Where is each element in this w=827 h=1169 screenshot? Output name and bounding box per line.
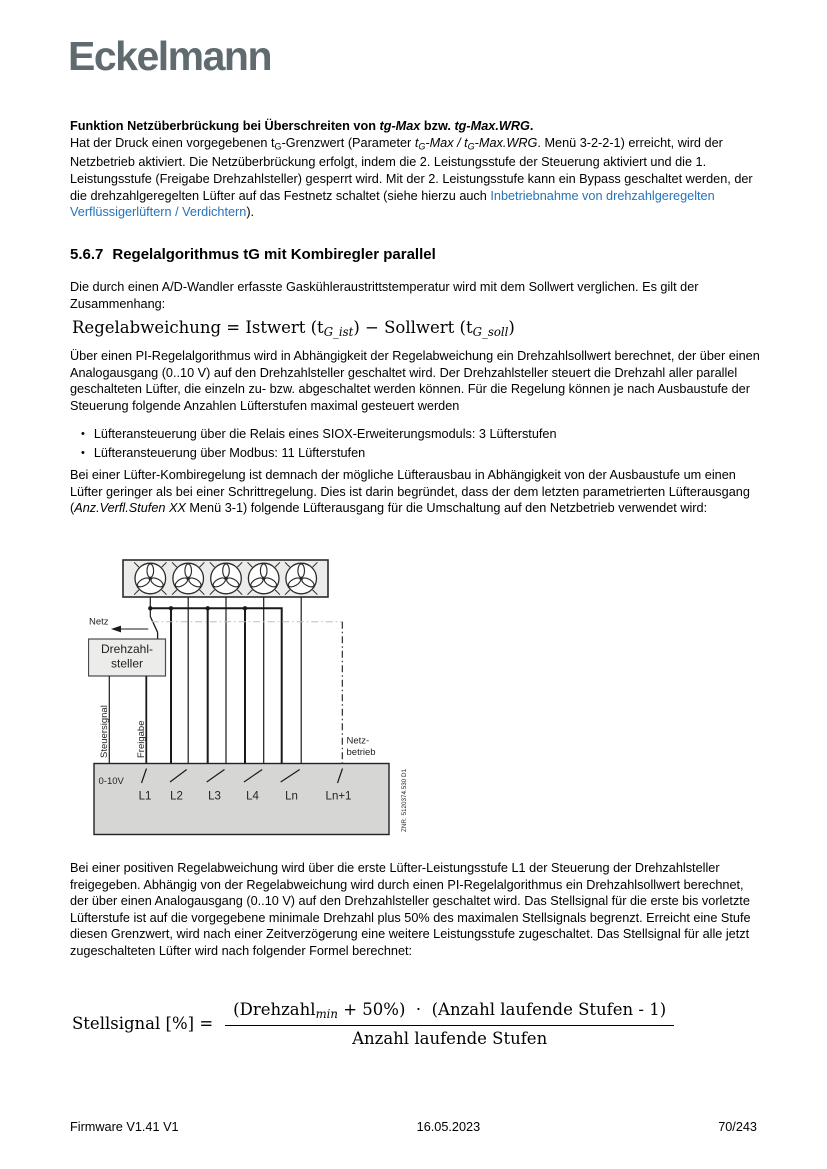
text-run: Bei einer Lüfter-Kombiregelung ist demnach der mögliche Lüfterausbau in Abhängigkeit von der Ausbaustufe um einen Lüfter geringer als bei einer Schrittregelung. Dies ist darin begründet, dass der dem letzten parametrierten Lüfterausgang ( xyxy=(70,468,750,516)
fraction-denominator: Anzahl laufende Stufen xyxy=(225,1025,674,1048)
footer-date: 16.05.2023 xyxy=(416,1120,481,1134)
footer-firmware: Firmware V1.41 V1 xyxy=(70,1120,179,1134)
text-run: tg-Max xyxy=(379,119,421,133)
formula-regelabweichung xyxy=(72,318,515,339)
stage-label-l3: L3 xyxy=(208,790,221,803)
intro-body xyxy=(70,135,762,221)
fan-leads xyxy=(150,597,301,770)
intro-paragraph xyxy=(70,118,762,221)
paragraph-comparison: Die durch einen A/D-Wandler erfasste Gaskühleraustrittstemperatur wird mit dem Sollwert verglichen. Es gilt der Zusammenhang: xyxy=(70,280,699,311)
bullet-icon: • xyxy=(81,428,85,440)
bullet-list xyxy=(70,425,557,462)
text-run: Hat der Druck einen vorgegebenen t xyxy=(70,135,275,150)
text-run: Regelabweichung = Istwert (t xyxy=(72,318,324,337)
netzbetrieb-label-line1: Netz- xyxy=(346,735,370,747)
formula-stellsignal xyxy=(72,1000,674,1048)
text-run: ) xyxy=(508,318,515,337)
section-title: Regelalgorithmus tG mit Kombiregler parallel xyxy=(112,246,436,263)
formula-lhs xyxy=(72,1014,213,1033)
steuersignal-label: Steuersignal xyxy=(99,705,110,758)
bullet-icon: • xyxy=(81,446,85,459)
stage-label-ln: Ln xyxy=(285,790,298,803)
text-run: t xyxy=(414,135,419,150)
supply-label: 0-10V xyxy=(98,776,124,787)
intro-heading xyxy=(70,118,762,135)
text-run: -Max.WRG xyxy=(474,135,538,150)
list-item xyxy=(70,425,557,444)
text-run: + 50%) · (Anzahl laufende Stufen - 1) xyxy=(337,1000,667,1019)
drehzahlsteller-label-line2: steller xyxy=(110,656,144,671)
text-run: G xyxy=(418,140,426,151)
text-run: -Grenzwert (Parameter xyxy=(281,135,415,150)
text-run: . xyxy=(529,119,534,133)
drehzahlsteller-label-line1: Drehzahl- xyxy=(100,642,154,656)
fan-wiring-diagram xyxy=(88,553,408,845)
text-run: Stellsignal [%] = xyxy=(72,1014,214,1034)
text-run: ) − Sollwert (t xyxy=(353,318,473,337)
paragraph-kombiregelung xyxy=(70,467,762,517)
text-run: bzw. xyxy=(420,119,455,133)
text-run: min xyxy=(315,1006,338,1021)
text-run: G xyxy=(467,140,475,151)
section-heading xyxy=(70,246,436,263)
text-run: (Drehzahl xyxy=(233,1000,316,1019)
text-run: ). xyxy=(246,205,255,220)
inbetriebnahme-link[interactable]: Inbetriebnahme von drehzahlgeregelten Verflüssigerlüftern / Verdichtern xyxy=(70,188,715,220)
netz-arrow-icon xyxy=(111,626,121,633)
eckelmann-logo: Eckelmann xyxy=(68,33,271,79)
fraction-numerator xyxy=(225,1000,674,1025)
stage-label-l2: L2 xyxy=(170,790,183,803)
bullet-text: Lüfteransteuerung über Modbus: 11 Lüfterstufen xyxy=(93,445,366,460)
footer-page-number: 70/243 xyxy=(718,1120,757,1134)
stage-label-ln1: Ln+1 xyxy=(325,790,352,803)
drawing-number: ZNR. 5120374.530 D1 xyxy=(401,768,408,832)
section-number: 5.6.7 xyxy=(70,246,104,263)
netz-label: Netz xyxy=(89,616,109,628)
text-run: G_ist xyxy=(323,324,354,339)
text-run: Anz.Verfl.Stufen XX xyxy=(74,501,186,516)
paragraph-pi-algorithm: Über einen PI-Regelalgorithmus wird in Abhängigkeit der Regelabweichung ein Drehzahlsollwert berechnet, der über einen Analogausgang (0..10 V) auf den Drehzahlsteller geschaltet wird. Der Drehzahlsteller steuert die Drehzahl aller parallel geschalteten Lüfter, die einzeln zu- bzw. abgeschaltet werden können. Für die Regelung können je nach Ausbaustufe der Steuerung folgende Anzahlen Lüfterstufen maximal gesteuert werden xyxy=(70,349,760,413)
bullet-text: Lüfteransteuerung über die Relais eines SIOX-Erweiterungsmoduls: 3 Lüfterstufen xyxy=(93,427,557,441)
speed-bus xyxy=(150,608,281,777)
text-run: Menü 3-1) folgende Lüfterausgang für die Umschaltung auf den Netzbetrieb verwendet wird: xyxy=(185,501,708,516)
text-run: G_soll xyxy=(472,324,509,339)
changeover-switch xyxy=(121,617,158,640)
stage-label-l4: L4 xyxy=(246,790,259,803)
freigabe-label: Freigabe xyxy=(136,720,147,758)
text-run: tg-Max.WRG xyxy=(454,119,530,133)
stage-label-l1: L1 xyxy=(138,790,152,803)
fraction xyxy=(225,1000,674,1048)
text-run: G xyxy=(274,140,282,151)
page-footer xyxy=(70,1120,757,1134)
text-run: . Menü 3-2-2-1) erreicht, wird der Netzbetrieb aktiviert. Die Netzüberbrückung erfolgt, indem die 2. Leistungsstufe der Steuerung aktiviert und die 1. Leistungsstufe (Freigabe Drehzahlsteller) gesperrt wird. Mit der 2. Leistungsstufe kann ein Bypass geschaltet werden, der die drehzahlgeregelten Lüfter auf das Festnetz schaltet (siehe hierzu auch xyxy=(70,135,753,203)
text-run: -Max / t xyxy=(425,135,468,150)
list-item xyxy=(70,444,557,463)
paragraph-stellsignal: Bei einer positiven Regelabweichung wird über die erste Lüfter-Leistungsstufe L1 der Steuerung der Drehzahlsteller freigegeben. Abhängig von der Regelabweichung wird durch einen PI-Regelalgorithmus ein Drehzahlsollwert berechnet, der über einen Analogausgang (0..10 V) auf den Drehzahlsteller geschaltet wird. Das Stellsignal für die erste bis vorletzte Lüfterstufe ist auf die vorgegebene minimale Drehzahl plus 50% des maximalen Stellsignals begrenzt. Erreicht eine Stufe diesen Grenzwert, wird nach einer Zeitverzögerung eine weitere Leistungsstufe zugeschaltet. Das Stellsignal für alle jetzt zugeschalteten Lüfter wird nach folgender Formel berechnet: xyxy=(70,861,751,958)
text-run: Funktion Netzüberbrückung bei Überschreiten von xyxy=(70,119,380,133)
netzbetrieb-label-line2: betrieb xyxy=(346,747,376,758)
